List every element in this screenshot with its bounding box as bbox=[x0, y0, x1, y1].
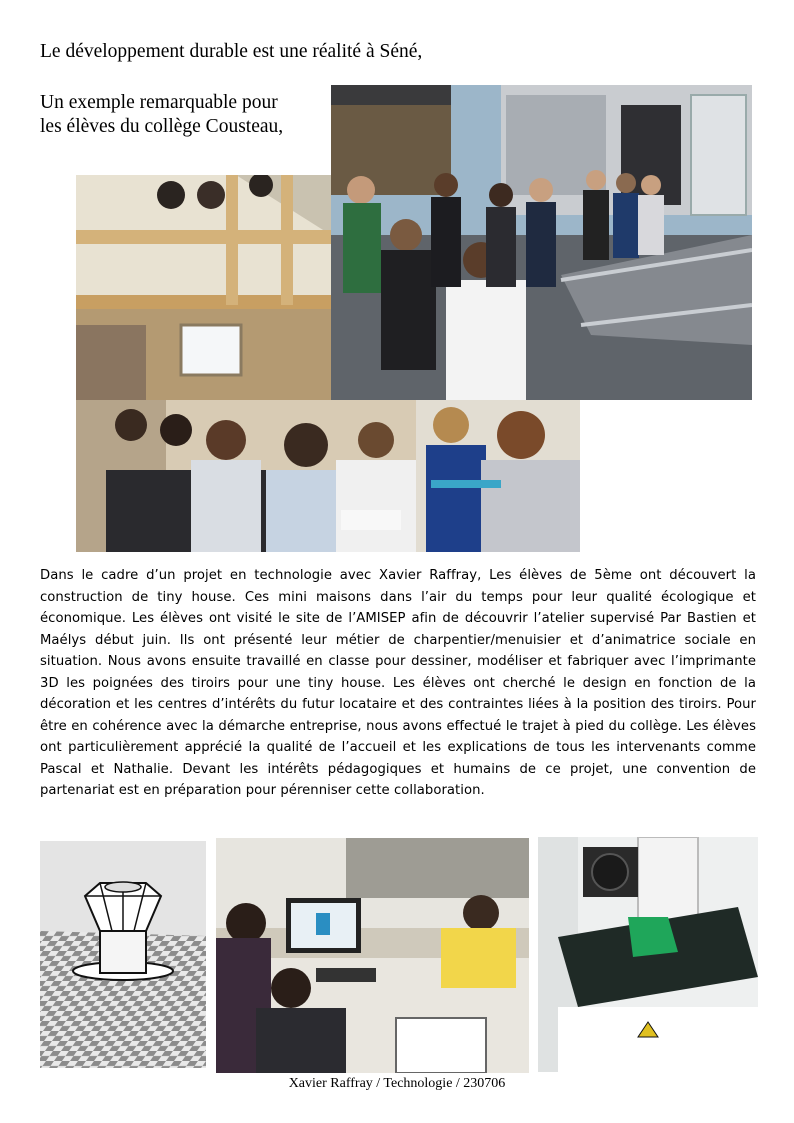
3d-printer-photo bbox=[538, 837, 758, 1072]
tiny-house-interior-photo bbox=[76, 175, 331, 400]
article-body: Dans le cadre d’un projet en technologie avec Xavier Raffray, Les élèves de 5ème ont découvert la construction de tiny house. Ces mini maisons dans l’air du temps pour leur qualité écologique et économique. Les élèves ont visité le site de l’AMISEP afin de découvrir l’atelier supervisé Par Bastien et Maélys début juin. Ils ont présenté leur métier de charpentier/menuisier et d’animatrice sociale en situation. Nous avons ensuite travaillé en classe pour dessiner, modéliser et fabriquer avec l’imprimante 3D les poignées des tiroirs pour une tiny house. Les élèves ont cherché le design en fonction de la décoration et les centres d’intérêts du futur locataire et des contraintes liées à la position des tiroirs. Pour être en cohérence avec la démarche entreprise, nous avons effectué le trajet à pied du collège. Les élèves ont particulièrement apprécié la qualité de l’accueil et les explications de tous les intervenants comme Pascal et Nathalie. Devant les intérêts pédagogiques et humains de ce projet, une convention de partenariat est en préparation pour pérenniser cette collaboration. bbox=[40, 568, 756, 798]
subtitle-line-2: les élèves du collège Cousteau, bbox=[40, 116, 284, 137]
page-title: Le développement durable est une réalité à Séné, bbox=[40, 41, 423, 62]
workshop-group-photo bbox=[331, 85, 752, 400]
footer-credit: Xavier Raffray / Technologie / 230706 bbox=[288, 1076, 506, 1091]
classroom-computer-photo bbox=[216, 838, 529, 1073]
subtitle-line-1: Un exemple remarquable pour bbox=[40, 92, 278, 113]
students-writing-photo bbox=[76, 400, 580, 552]
drawer-handle-3d-render bbox=[40, 841, 206, 1068]
